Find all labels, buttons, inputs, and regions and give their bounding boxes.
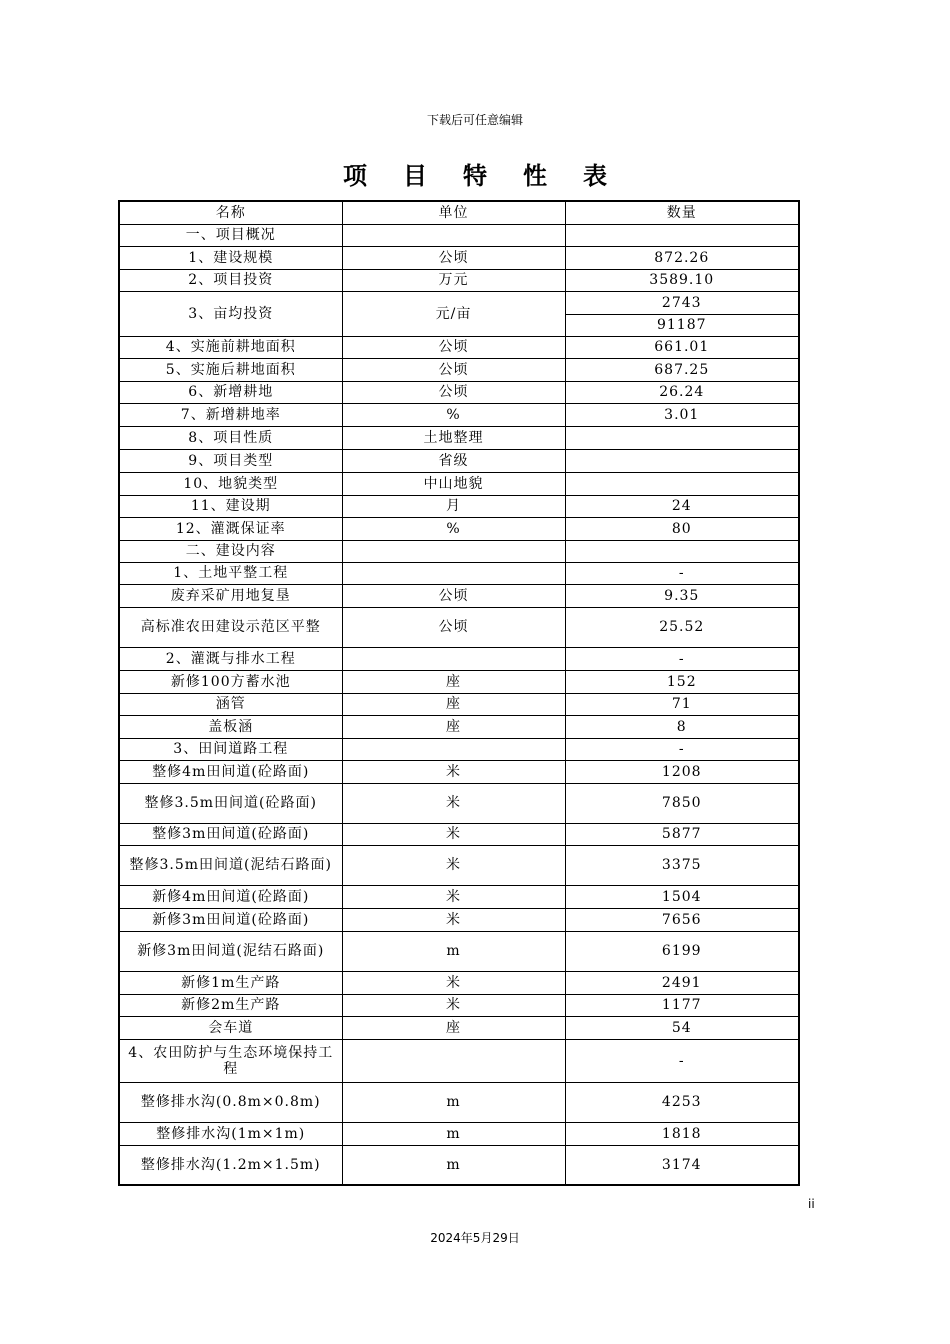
cell-quantity: - — [565, 1039, 799, 1082]
cell-quantity — [565, 472, 799, 495]
cell-name: 废弃采矿用地复垦 — [119, 584, 342, 607]
cell-quantity — [565, 449, 799, 472]
cell-name: 新修2m生产路 — [119, 994, 342, 1016]
table-row — [119, 670, 799, 693]
table-row — [119, 403, 799, 426]
cell-name: 整修排水沟(1.2m×1.5m) — [119, 1145, 342, 1185]
cell-unit: m — [342, 1122, 565, 1145]
cell-unit: 元/亩 — [342, 291, 565, 336]
cell-name: 整修3.5m田间道(泥结石路面) — [119, 845, 342, 885]
cell-quantity: 8 — [565, 715, 799, 738]
table-row — [119, 517, 799, 540]
cell-quantity: 872.26 — [565, 246, 799, 269]
cell-unit: 万元 — [342, 269, 565, 291]
cell-name: 11、建设期 — [119, 495, 342, 517]
page-number: ii — [808, 1197, 815, 1211]
column-header-name: 名称 — [119, 201, 342, 224]
cell-quantity — [565, 540, 799, 562]
cell-unit: 座 — [342, 1016, 565, 1039]
cell-unit: 米 — [342, 783, 565, 823]
cell-name: 4、农田防护与生态环境保持工程 — [119, 1039, 342, 1082]
table-row — [119, 715, 799, 738]
cell-quantity: 91187 — [565, 314, 799, 336]
cell-quantity: 71 — [565, 693, 799, 715]
cell-name: 新修100方蓄水池 — [119, 670, 342, 693]
cell-name: 5、实施后耕地面积 — [119, 358, 342, 381]
cell-unit: 座 — [342, 693, 565, 715]
cell-unit: 公顷 — [342, 584, 565, 607]
cell-name: 会车道 — [119, 1016, 342, 1039]
table-row — [119, 269, 799, 291]
cell-name: 新修3m田间道(砼路面) — [119, 908, 342, 931]
cell-quantity: 6199 — [565, 931, 799, 971]
cell-quantity — [565, 224, 799, 246]
table-row — [119, 246, 799, 269]
cell-name: 3、亩均投资 — [119, 291, 342, 336]
cell-quantity: 2743 — [565, 291, 799, 314]
table-row — [119, 760, 799, 783]
table-row — [119, 738, 799, 760]
cell-name: 3、田间道路工程 — [119, 738, 342, 760]
cell-unit: 米 — [342, 908, 565, 931]
cell-unit — [342, 562, 565, 584]
cell-unit: 公顷 — [342, 607, 565, 647]
cell-quantity — [565, 426, 799, 449]
cell-name: 整修排水沟(0.8m×0.8m) — [119, 1082, 342, 1122]
table-header-row — [119, 201, 799, 224]
cell-unit: m — [342, 1145, 565, 1185]
table-row — [119, 1145, 799, 1185]
table-row — [119, 931, 799, 971]
cell-name: 涵管 — [119, 693, 342, 715]
cell-quantity: 26.24 — [565, 381, 799, 403]
cell-name: 整修排水沟(1m×1m) — [119, 1122, 342, 1145]
cell-name: 7、新增耕地率 — [119, 403, 342, 426]
page-title: 项目特性表 — [343, 161, 643, 190]
cell-unit: 公顷 — [342, 336, 565, 358]
header-watermark: 下载后可任意编辑 — [426, 113, 523, 127]
cell-quantity: 3375 — [565, 845, 799, 885]
table-row — [119, 971, 799, 994]
column-header-quantity: 数量 — [565, 201, 799, 224]
table-row — [119, 607, 799, 647]
cell-quantity: - — [565, 562, 799, 584]
cell-unit: 公顷 — [342, 246, 565, 269]
table-row — [119, 358, 799, 381]
cell-name: 1、建设规模 — [119, 246, 342, 269]
table-row — [119, 291, 799, 314]
table-row — [119, 381, 799, 403]
cell-name: 整修4m田间道(砼路面) — [119, 760, 342, 783]
cell-unit: 米 — [342, 994, 565, 1016]
table-row — [119, 449, 799, 472]
cell-unit: 土地整理 — [342, 426, 565, 449]
cell-unit — [342, 1039, 565, 1082]
table-row — [119, 783, 799, 823]
table-row — [119, 426, 799, 449]
cell-name: 2、项目投资 — [119, 269, 342, 291]
table-row — [119, 336, 799, 358]
cell-unit: 米 — [342, 823, 565, 845]
cell-name: 新修4m田间道(砼路面) — [119, 885, 342, 908]
cell-quantity: 152 — [565, 670, 799, 693]
cell-unit: 公顷 — [342, 358, 565, 381]
cell-name: 整修3m田间道(砼路面) — [119, 823, 342, 845]
table-row — [119, 495, 799, 517]
cell-name: 整修3.5m田间道(砼路面) — [119, 783, 342, 823]
cell-unit: 中山地貌 — [342, 472, 565, 495]
table-row — [119, 647, 799, 670]
table-row — [119, 224, 799, 246]
table-row — [119, 823, 799, 845]
cell-name: 盖板涵 — [119, 715, 342, 738]
cell-quantity: 4253 — [565, 1082, 799, 1122]
cell-name: 4、实施前耕地面积 — [119, 336, 342, 358]
cell-name: 二、建设内容 — [119, 540, 342, 562]
table-row — [119, 562, 799, 584]
project-spec-table — [118, 200, 800, 1186]
cell-name: 新修1m生产路 — [119, 971, 342, 994]
table-row — [119, 1016, 799, 1039]
table-row — [119, 540, 799, 562]
table-row — [119, 908, 799, 931]
cell-unit: 省级 — [342, 449, 565, 472]
cell-name: 6、新增耕地 — [119, 381, 342, 403]
cell-quantity: 1818 — [565, 1122, 799, 1145]
cell-quantity: 661.01 — [565, 336, 799, 358]
table-row — [119, 1082, 799, 1122]
cell-quantity: 54 — [565, 1016, 799, 1039]
cell-quantity: 80 — [565, 517, 799, 540]
footer-date: 2024年5月29日 — [430, 1231, 520, 1245]
cell-unit — [342, 647, 565, 670]
cell-unit: 公顷 — [342, 381, 565, 403]
cell-quantity: 3589.10 — [565, 269, 799, 291]
cell-name: 一、项目概况 — [119, 224, 342, 246]
cell-quantity: 7656 — [565, 908, 799, 931]
cell-name: 8、项目性质 — [119, 426, 342, 449]
cell-unit: 米 — [342, 760, 565, 783]
cell-name: 9、项目类型 — [119, 449, 342, 472]
cell-quantity: 3174 — [565, 1145, 799, 1185]
cell-unit: 座 — [342, 670, 565, 693]
cell-quantity: 9.35 — [565, 584, 799, 607]
table-row — [119, 472, 799, 495]
table-row — [119, 845, 799, 885]
table-row — [119, 1122, 799, 1145]
cell-quantity: 7850 — [565, 783, 799, 823]
cell-unit: 月 — [342, 495, 565, 517]
column-header-unit: 单位 — [342, 201, 565, 224]
cell-unit: 米 — [342, 845, 565, 885]
cell-quantity: 1504 — [565, 885, 799, 908]
cell-quantity: 2491 — [565, 971, 799, 994]
cell-unit: % — [342, 517, 565, 540]
cell-quantity: - — [565, 647, 799, 670]
table-row — [119, 584, 799, 607]
cell-unit — [342, 224, 565, 246]
cell-quantity: - — [565, 738, 799, 760]
cell-quantity: 687.25 — [565, 358, 799, 381]
table-row — [119, 693, 799, 715]
cell-unit: 座 — [342, 715, 565, 738]
cell-quantity: 1208 — [565, 760, 799, 783]
cell-unit: 米 — [342, 885, 565, 908]
table-row — [119, 1039, 799, 1082]
table-row — [119, 885, 799, 908]
cell-name: 1、土地平整工程 — [119, 562, 342, 584]
cell-name: 10、地貌类型 — [119, 472, 342, 495]
cell-name: 新修3m田间道(泥结石路面) — [119, 931, 342, 971]
cell-unit: m — [342, 1082, 565, 1122]
cell-quantity: 5877 — [565, 823, 799, 845]
cell-quantity: 24 — [565, 495, 799, 517]
cell-name: 2、灌溉与排水工程 — [119, 647, 342, 670]
cell-unit: % — [342, 403, 565, 426]
cell-quantity: 1177 — [565, 994, 799, 1016]
cell-name: 12、灌溉保证率 — [119, 517, 342, 540]
cell-unit — [342, 738, 565, 760]
cell-name: 高标准农田建设示范区平整 — [119, 607, 342, 647]
table-row — [119, 994, 799, 1016]
cell-unit — [342, 540, 565, 562]
cell-quantity: 3.01 — [565, 403, 799, 426]
cell-quantity: 25.52 — [565, 607, 799, 647]
cell-unit: m — [342, 931, 565, 971]
cell-unit: 米 — [342, 971, 565, 994]
